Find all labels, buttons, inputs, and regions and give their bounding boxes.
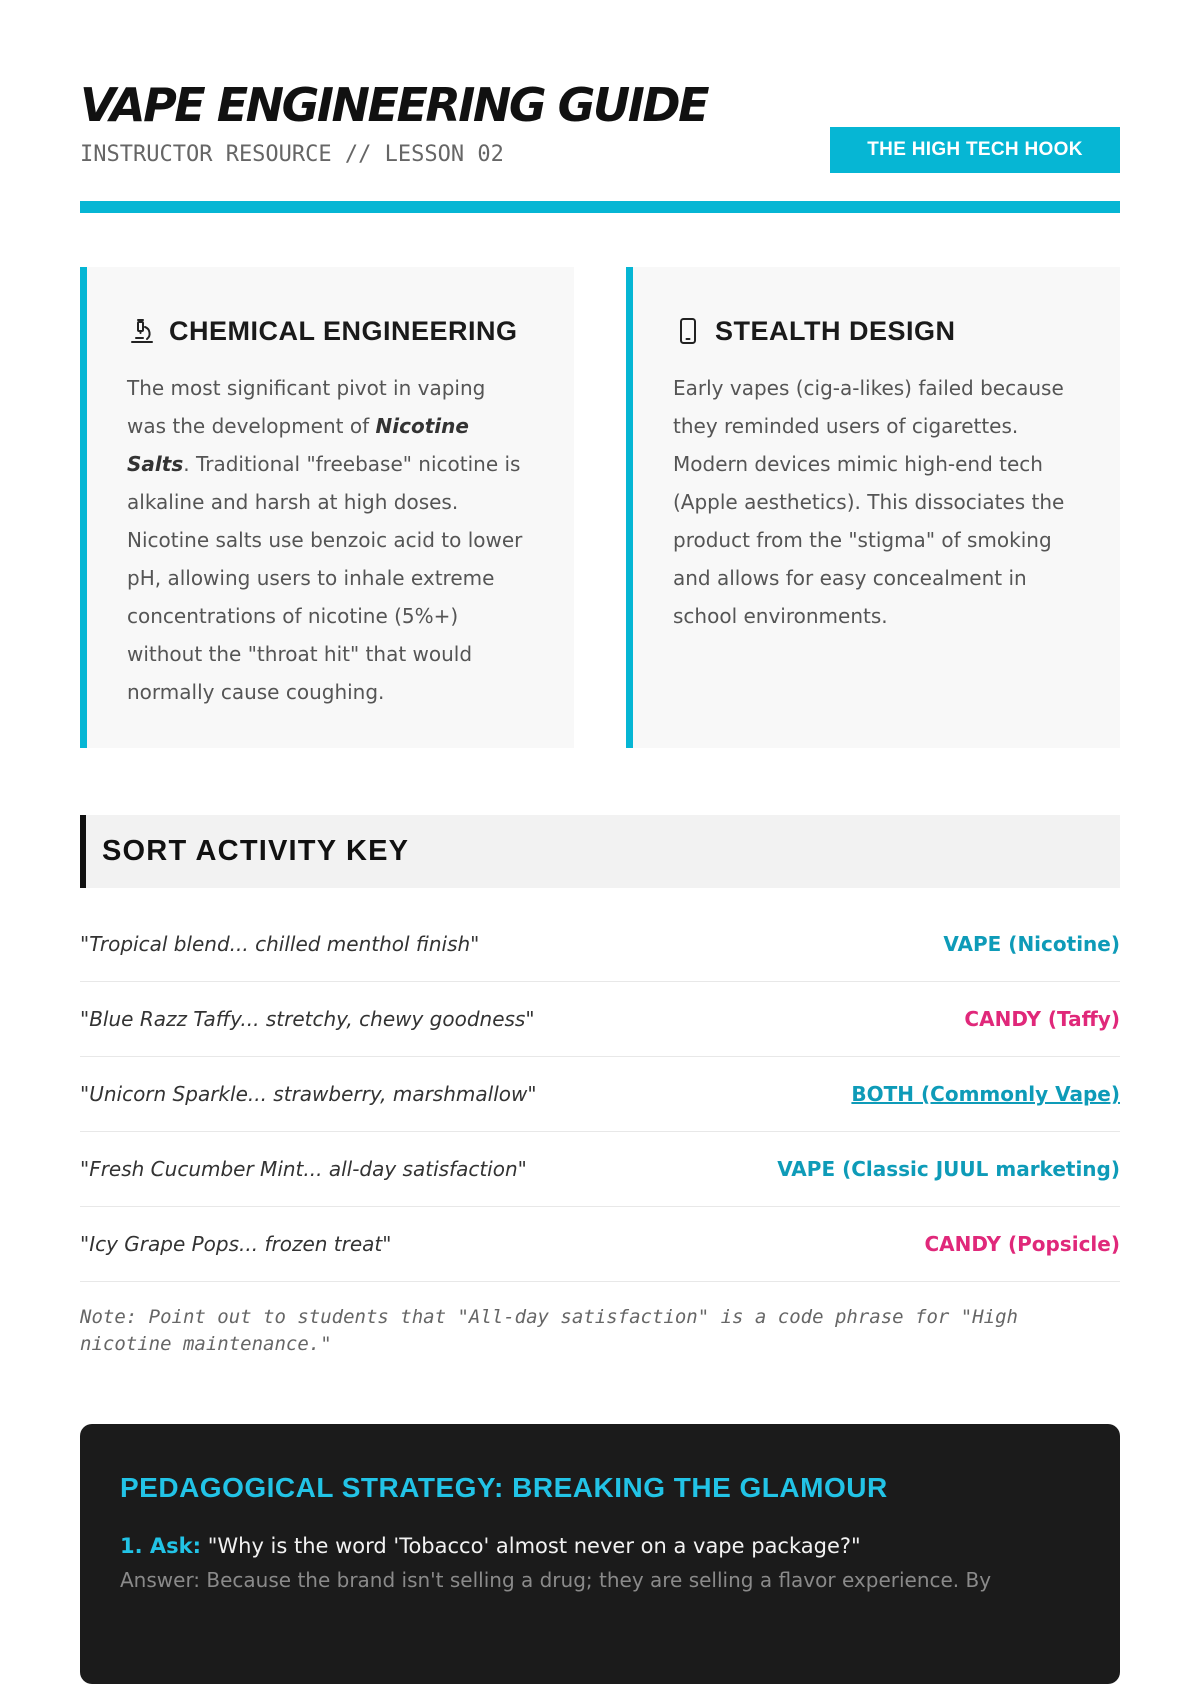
step-answer: Answer: Because the brand isn't selling a drug; they are selling a flavor experience. By (120, 1568, 992, 1592)
nicotine-salts-emphasis: Nicotine Salts (127, 414, 469, 476)
sort-activity-header (80, 815, 1120, 888)
card-body-text: The most significant pivot in vaping was the development of (127, 376, 486, 438)
list-item (80, 907, 1120, 982)
flavor-description: "Fresh Cucumber Mint... all-day satisfaction" (80, 1157, 527, 1181)
answer-label: VAPE (Classic JUUL marketing) (777, 1157, 1120, 1181)
flavor-description: "Unicorn Sparkle... strawberry, marshmallow" (80, 1082, 537, 1106)
sort-activity-list (80, 907, 1120, 1282)
page-subtitle: INSTRUCTOR RESOURCE // LESSON 02 (80, 142, 504, 167)
page-title: VAPE ENGINEERING GUIDE (80, 78, 708, 132)
step-label: 1. Ask: (120, 1534, 202, 1558)
answer-label: CANDY (Taffy) (964, 1007, 1120, 1031)
list-item (80, 1132, 1120, 1207)
instructor-note: Note: Point out to students that "All-day satisfaction" is a code phrase for "High nicotine maintenance." (80, 1306, 1018, 1355)
list-item (80, 1207, 1120, 1282)
card-header (673, 311, 1076, 351)
card-body: Early vapes (cig-a-likes) failed because they reminded users of cigarettes. Modern devices mimic high-end tech (Apple aesthetics). This dissociates the product from the "stigma" of smoking and allows for easy concealment in school environments. (673, 376, 1065, 628)
card-title: CHEMICAL ENGINEERING (169, 315, 518, 346)
flavor-description: "Tropical blend... chilled menthol finish" (80, 932, 480, 956)
section-title: SORT ACTIVITY KEY (102, 835, 410, 867)
microscope-icon (127, 316, 157, 346)
header-divider (80, 201, 1120, 213)
step-question: "Why is the word 'Tobacco' almost never on a vape package?" (201, 1534, 861, 1558)
flavor-description: "Blue Razz Taffy... stretchy, chewy goodness" (80, 1007, 535, 1031)
strategy-step (120, 1534, 1080, 1558)
chemical-engineering-card (80, 267, 574, 748)
flavor-description: "Icy Grape Pops... frozen treat" (80, 1232, 392, 1256)
page (80, 0, 1120, 1600)
list-item (80, 1057, 1120, 1132)
answer-label: CANDY (Popsicle) (924, 1232, 1120, 1256)
phone-icon (673, 316, 703, 346)
lesson-tag-badge: THE HIGH TECH HOOK (830, 127, 1120, 173)
answer-link[interactable]: BOTH (Commonly Vape) (851, 1082, 1120, 1106)
answer-label: VAPE (Nicotine) (943, 932, 1120, 956)
pedagogical-strategy-panel (80, 1424, 1120, 1684)
card-header (127, 311, 530, 351)
card-body (127, 369, 530, 711)
card-title: STEALTH DESIGN (715, 315, 956, 346)
card-body-text: . Traditional "freebase" nicotine is alkaline and harsh at high doses. Nicotine salts use benzoic acid to lower pH, allowing users to inhale extreme concentrations of nicotine (5%+) without the "throat hit" that would normally cause coughing. (127, 452, 523, 704)
list-item (80, 982, 1120, 1057)
stealth-design-card (626, 267, 1120, 748)
strategy-title: PEDAGOGICAL STRATEGY: BREAKING THE GLAMOUR (120, 1472, 888, 1503)
